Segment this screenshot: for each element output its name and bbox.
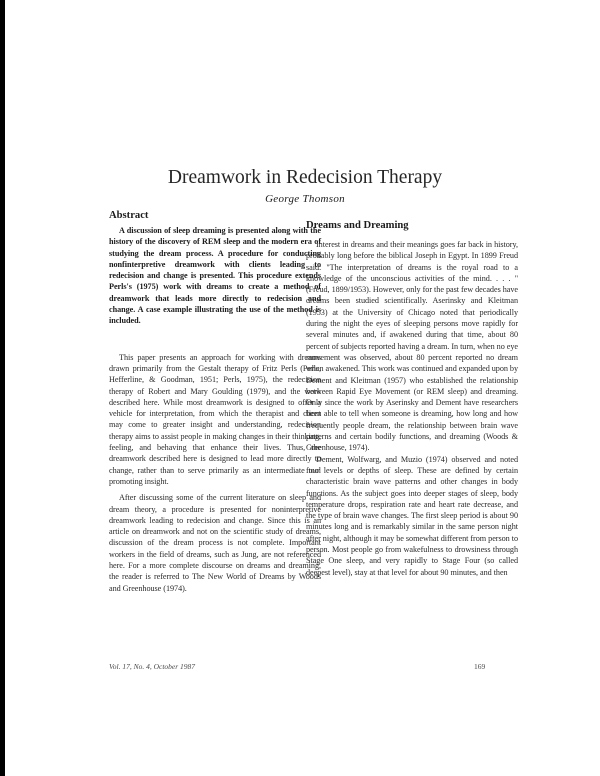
abstract-heading: Abstract bbox=[109, 210, 149, 221]
dreams-section-heading: Dreams and Dreaming bbox=[306, 220, 409, 231]
spacer bbox=[109, 327, 321, 352]
article-author: George Thomson bbox=[265, 193, 345, 205]
right-paragraph-1: Interest in dreams and their meanings goes far back in history, probably long before the biblical Joseph in Egypt. In 1899 Freud said: "The interpretation of dreams is the royal road to a knowledge of the unconscious activities of the mind. . . . " (Freud, 1899/1953). However, only for the past few decades have dreams been studied scientifically. Aserinsky and Kleitman (1953) at the University of Chicago noted that periodically during the night the eyes of sleeping persons move rapidly for several minutes and, if awakened during that time, about 80 percent of subjects reported having a dream. In turn, when no eye movement was observed, about 80 percent reported no dream when awakened. This work was continued and expanded upon by Dement and Kleitman (1957) who established the relationship between Rapid Eye Movement (or REM sleep) and dreaming. Only since the work by Aserinsky and Dement have researchers been able to tell when someone is dreaming, how long and how frequently people dream, the relationship between brain wave patterns and certain bodily functions, and dreaming (Woods & Greenhouse, 1974). bbox=[306, 240, 518, 453]
right-column bbox=[306, 219, 518, 578]
page-number: 169 bbox=[474, 662, 486, 671]
left-paragraph-1: This paper presents an approach for working with dreams drawn primarily from the Gestalt therapy of Fritz Perls (Perls, Hefferline, & Goodman, 1951; Perls, 1975), the redecision therapy of Robert and Mary Goulding (1979), and the work described here. While most dreamwork is designed to offer a vehicle for interpretation, from which the therapist and client may come to greater insight and understanding, redecision therapy aims to assist people in making changes in their thinking, feeling, and behaving that enhance their lives. Thus, the dreamwork described here is designed to lead more directly to change, rather than to serve primarily as an intermediate tool promoting insight. bbox=[109, 352, 321, 486]
left-column bbox=[109, 209, 321, 594]
scan-binding-edge bbox=[0, 0, 5, 776]
abstract-text: A discussion of sleep dreaming is presented along with the history of the discovery of REM sleep and the modern era of studying the dream process. A procedure for conducting nonfinterpretive dreamwork with clients leading to redecision and change is presented. This procedure extends Perls's (1975) work with dreams to create a method of dreamwork that leads more directly to redecision and change. A case example illustrating the use of the method is included. bbox=[109, 226, 321, 326]
left-paragraph-2: After discussing some of the current literature on sleep and dream theory, a procedure is presented for noninterpretive dreamwork leading to redecision and change. Since this is an article on dreamwork and not on the scientific study of dreams, discussion of the dream process is not complete. Important workers in the field of dreams, such as Jung, are not referenced here. For a more complete discourse on dreams and dreaming, the reader is referred to The New World of Dreams by Woods and Greenhouse (1974). bbox=[109, 493, 321, 593]
right-paragraph-2: Dement, Wolfwarg, and Muzio (1974) observed and noted four levels or depths of sleep. These are defined by certain characteristic brain wave patterns and other changes in body functions. As the subject goes into deeper stages of sleep, body temperature drops, respiration rate and heart rate decrease, and the type of brain wave changes. The first sleep period is about 90 minutes long and is remarkably similar in the same person night after night, although it may be somewhat different from person to person. Most people go from wakefulness to drowsiness through Stage One sleep, and very rapidly to Stage Four (so called deepest level), stay at that level for about 90 minutes, and then bbox=[306, 454, 518, 577]
journal-citation: Vol. 17, No. 4, October 1987 bbox=[109, 662, 196, 671]
article-title: Dreamwork in Redecision Therapy bbox=[167, 167, 443, 188]
